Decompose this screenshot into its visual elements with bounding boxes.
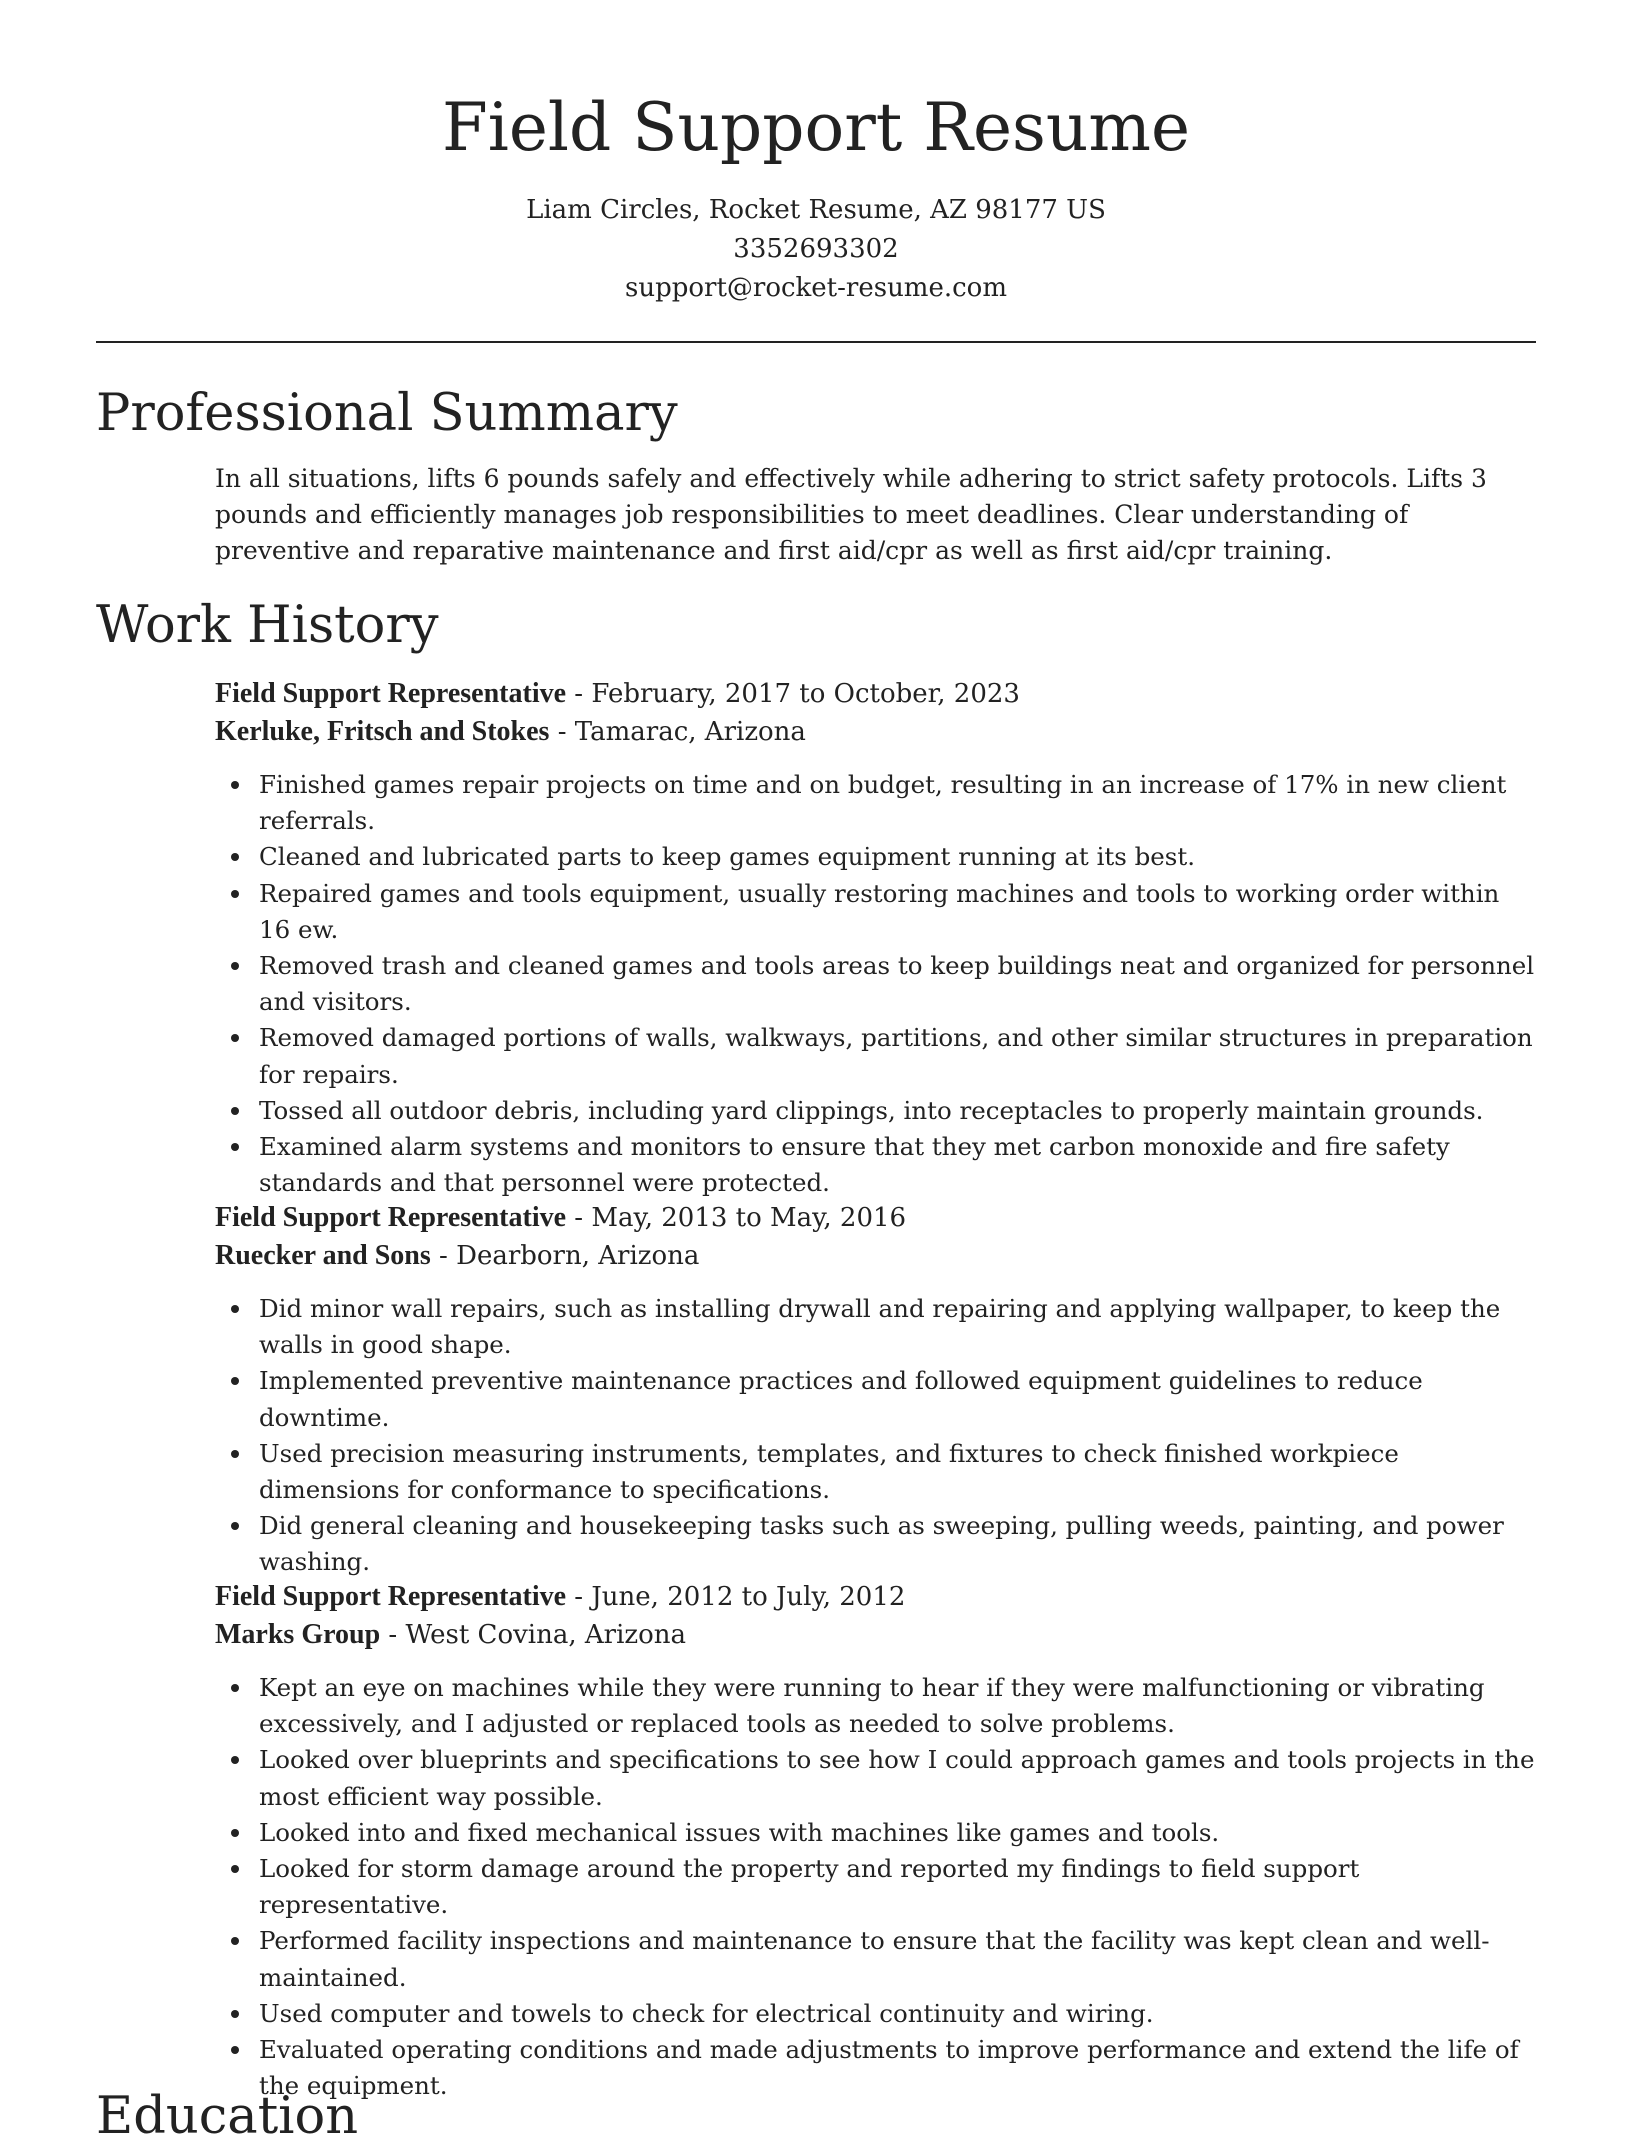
- job-bullets: [215, 1291, 1537, 1581]
- bullet-item: Looked into and fixed mechanical issues with machines like games and tools.: [259, 1815, 1537, 1851]
- bullet-item: Looked for storm damage around the property and reported my findings to field support representative.: [259, 1851, 1537, 1923]
- job-dates: May, 2013 to May, 2016: [591, 1203, 907, 1233]
- job-entry: [215, 1578, 1537, 2104]
- job-company: Marks Group: [215, 1619, 381, 1650]
- bullet-item: Performed facility inspections and maintenance to ensure that the facility was kept clean and well-maintained.: [259, 1923, 1537, 1995]
- job-dates: February, 2017 to October, 2023: [591, 679, 1020, 709]
- job-entry: [215, 675, 1537, 1201]
- job-company: Ruecker and Sons: [215, 1240, 431, 1271]
- bullet-item: Examined alarm systems and monitors to ensure that they met carbon monoxide and fire safety standards and that personnel were protected.: [259, 1129, 1537, 1201]
- job-company-line: [215, 1237, 1537, 1275]
- contact-phone: 3352693302: [733, 234, 899, 264]
- bullet-item: Used computer and towels to check for electrical continuity and wiring.: [259, 1996, 1537, 2032]
- job-bullets: [215, 1670, 1537, 2104]
- job-company-line: [215, 1616, 1537, 1654]
- section-heading-work-history: Work History: [96, 596, 439, 655]
- bullet-item: Repaired games and tools equipment, usually restoring machines and tools to working order within 16 ew.: [259, 876, 1537, 948]
- header-divider: [96, 341, 1536, 343]
- bullet-item: Finished games repair projects on time and on budget, resulting in an increase of 17% in new client referrals.: [259, 767, 1537, 839]
- job-title-line: [215, 1578, 1537, 1616]
- job-location: Dearborn, Arizona: [456, 1241, 700, 1271]
- contact-address: Liam Circles, Rocket Resume, AZ 98177 US: [526, 195, 1106, 225]
- section-heading-education: Education: [96, 2087, 359, 2146]
- bullet-item: Kept an eye on machines while they were running to hear if they were malfunctioning or vibrating excessively, and I adjusted or replaced tools as needed to solve problems.: [259, 1670, 1537, 1742]
- job-location: Tamarac, Arizona: [574, 717, 806, 747]
- bullet-item: Cleaned and lubricated parts to keep games equipment running at its best.: [259, 839, 1537, 875]
- bullet-item: Did minor wall repairs, such as installing drywall and repairing and applying wallpaper, to keep the walls in good shape.: [259, 1291, 1537, 1363]
- job-title-line: [215, 1199, 1537, 1237]
- bullet-item: Did general cleaning and housekeeping tasks such as sweeping, pulling weeds, painting, and power washing.: [259, 1508, 1537, 1580]
- separator: -: [430, 1241, 457, 1271]
- separator: -: [549, 717, 575, 747]
- job-company-line: [215, 713, 1537, 751]
- job-title: Field Support Representative: [215, 1202, 567, 1233]
- bullet-item: Tossed all outdoor debris, including yard clippings, into receptacles to properly maintain grounds.: [259, 1093, 1537, 1129]
- job-entry: [215, 1199, 1537, 1581]
- bullet-item: Evaluated operating conditions and made adjustments to improve performance and extend the life of the equipment.: [259, 2032, 1537, 2104]
- separator: -: [566, 679, 592, 709]
- resume-title: Field Support Resume: [441, 89, 1191, 166]
- separator: -: [380, 1620, 406, 1650]
- bullet-item: Removed damaged portions of walls, walkways, partitions, and other similar structures in preparation for repairs.: [259, 1020, 1537, 1092]
- bullet-item: Implemented preventive maintenance practices and followed equipment guidelines to reduce downtime.: [259, 1363, 1537, 1435]
- contact-email: support@rocket-resume.com: [624, 273, 1007, 303]
- job-location: West Covina, Arizona: [405, 1620, 686, 1650]
- job-title: Field Support Representative: [215, 678, 567, 709]
- separator: -: [566, 1582, 592, 1612]
- job-bullets: [215, 767, 1537, 1201]
- bullet-item: Used precision measuring instruments, templates, and fixtures to check finished workpiece dimensions for conformance to specifications.: [259, 1436, 1537, 1508]
- job-dates: June, 2012 to July, 2012: [591, 1582, 906, 1612]
- section-heading-summary: Professional Summary: [96, 384, 678, 443]
- separator: -: [566, 1203, 592, 1233]
- bullet-item: Looked over blueprints and specifications to see how I could approach games and tools projects in the most efficient way possible.: [259, 1742, 1537, 1814]
- summary-paragraph: In all situations, lifts 6 pounds safely and effectively while adhering to strict safety protocols. Lifts 3 pounds and efficiently manages job responsibilities to meet deadlines. Clear understanding of preventive and reparative maintenance and first aid/cpr as well as first aid/cpr training.: [215, 464, 1487, 565]
- bullet-item: Removed trash and cleaned games and tools areas to keep buildings neat and organized for personnel and visitors.: [259, 948, 1537, 1020]
- job-company: Kerluke, Fritsch and Stokes: [215, 716, 550, 747]
- contact-block: [0, 191, 1632, 308]
- job-title: Field Support Representative: [215, 1581, 567, 1612]
- job-title-line: [215, 675, 1537, 713]
